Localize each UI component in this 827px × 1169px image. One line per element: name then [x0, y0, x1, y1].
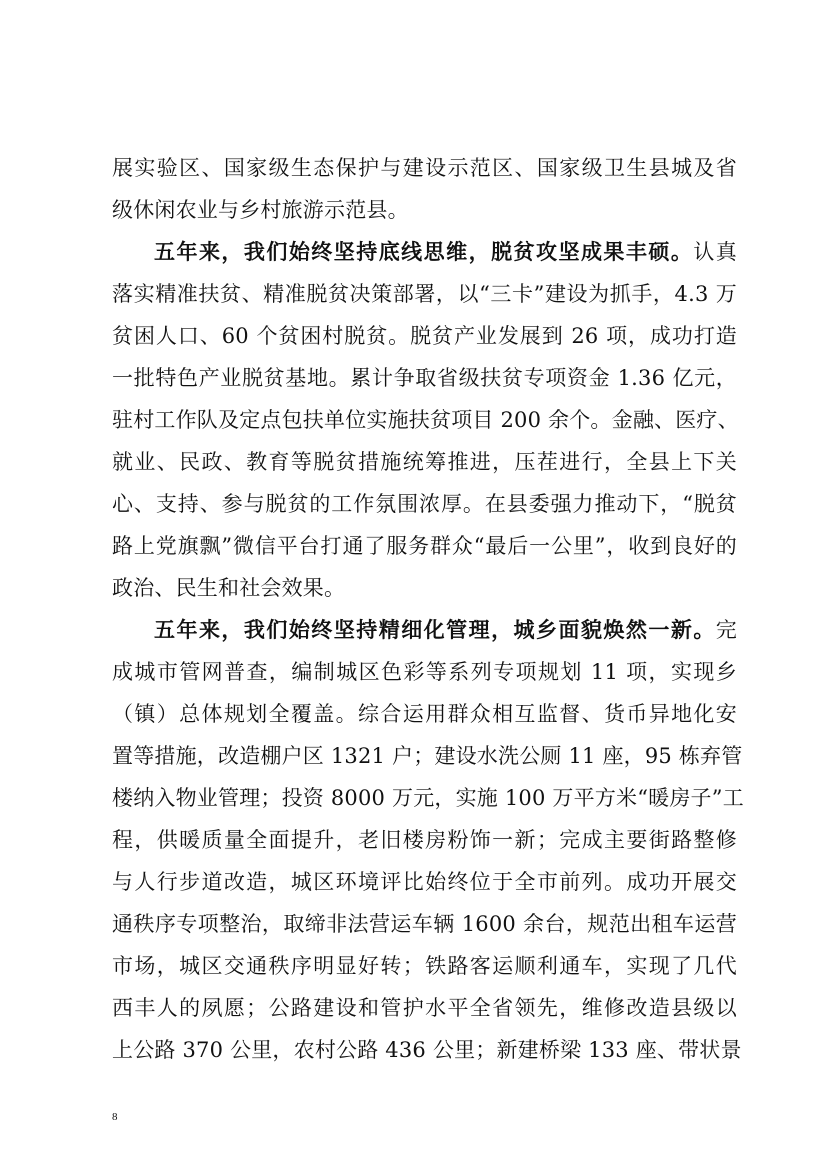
- text-line: [112, 778, 744, 818]
- text-line: [112, 946, 737, 986]
- text-line: [112, 736, 743, 776]
- line-text: 市场，城区交通秩序明显好转；铁路客运顺利通车，实现了几代: [112, 954, 737, 978]
- line-text: 级休闲农业与乡村旅游示范县。: [112, 198, 409, 222]
- text-line: [154, 610, 737, 650]
- line-text: 认真: [693, 240, 737, 264]
- text-line: [112, 988, 737, 1028]
- line-text: 置等措施，改造棚户区 1321 户；建设水洗公厕 11 座，95 栋弃管: [112, 744, 743, 768]
- paragraph-lead-bold: 五年来，我们始终坚持精细化管理，城乡面貌焕然一新。: [154, 617, 716, 642]
- text-line: [112, 484, 737, 524]
- line-text: 程，供暖质量全面提升，老旧楼房粉饰一新；完成主要街路整修: [112, 828, 737, 852]
- line-text: 路上党旗飘”微信平台打通了服务群众“最后一公里”，收到良好的: [112, 534, 737, 558]
- page-number: 8: [112, 1111, 118, 1123]
- line-text: 政治、民生和社会效果。: [112, 576, 346, 600]
- line-text: 就业、民政、教育等脱贫措施统筹推进，压茬进行，全县上下关: [112, 450, 737, 474]
- line-text: 落实精准扶贫、精准脱贫决策部署，以“三卡”建设为抓手，4.3 万: [112, 282, 737, 306]
- line-text: 驻村工作队及定点包扶单位实施扶贫项目 200 余个。金融、医疗、: [112, 408, 739, 432]
- text-line: [112, 1030, 742, 1070]
- text-line: [112, 190, 737, 230]
- text-line: [154, 232, 737, 272]
- line-text: 楼纳入物业管理；投资 8000 万元，实施 100 万平方米“暖房子”工: [112, 786, 744, 810]
- line-text: 完: [715, 618, 737, 642]
- line-text: 贫困人口、60 个贫困村脱贫。脱贫产业发展到 26 项，成功打造: [112, 324, 737, 348]
- text-line: [112, 274, 737, 314]
- line-text: 通秩序专项整治，取缔非法营运车辆 1600 余台，规范出租车运营: [112, 912, 737, 936]
- line-text: 上公路 370 公里，农村公路 436 公里；新建桥梁 133 座、带状景: [112, 1038, 742, 1062]
- text-line: [112, 652, 737, 692]
- line-text: 成城市管网普查，编制城区色彩等系列专项规划 11 项，实现乡: [112, 660, 737, 684]
- text-line: [112, 316, 737, 356]
- line-text: 与人行步道改造，城区环境评比始终位于全市前列。成功开展交: [112, 870, 737, 894]
- text-line: [112, 442, 737, 482]
- line-text: （镇）总体规划全覆盖。综合运用群众相互监督、货币异地化安: [112, 702, 737, 726]
- paragraph-lead-bold: 五年来，我们始终坚持底线思维，脱贫攻坚成果丰硕。: [154, 239, 694, 264]
- text-line: [112, 400, 737, 440]
- text-line: [112, 568, 737, 608]
- text-line: [112, 358, 737, 398]
- line-text: 一批特色产业脱贫基地。累计争取省级扶贫专项资金 1.36 亿元，: [112, 366, 737, 390]
- text-line: [112, 148, 737, 188]
- text-line: [112, 862, 737, 902]
- line-text: 西丰人的夙愿；公路建设和管护水平全省领先，维修改造县级以: [112, 996, 737, 1020]
- text-line: [112, 694, 737, 734]
- text-line: [112, 526, 737, 566]
- line-text: 心、支持、参与脱贫的工作氛围浓厚。在县委强力推动下，“脱贫: [112, 492, 737, 516]
- line-text: 展实验区、国家级生态保护与建设示范区、国家级卫生县城及省: [112, 156, 737, 180]
- text-line: [112, 904, 737, 944]
- text-line: [112, 820, 737, 860]
